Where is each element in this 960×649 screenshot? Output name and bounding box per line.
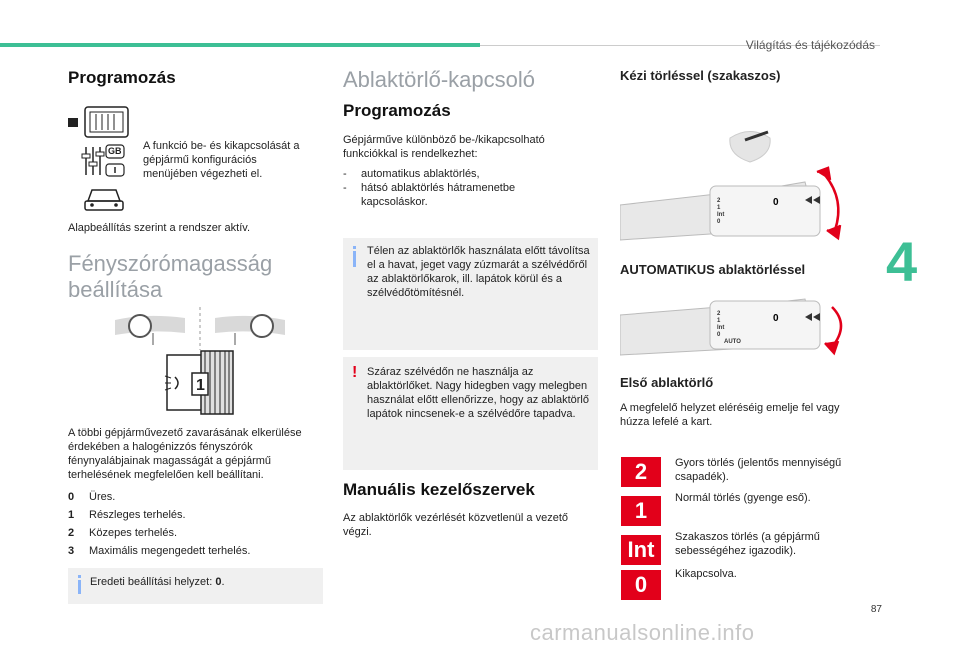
position-text-1: Normál törlés (gyenge eső). xyxy=(675,492,811,504)
config-text: A funkció be- és kikapcsolását a gépjármű konfigurációs menüjében végezheti el. xyxy=(143,140,300,180)
manual-controls-heading: Manuális kezelőszervek xyxy=(343,480,535,499)
screen-icon xyxy=(68,107,128,137)
chapter-tab: 4 xyxy=(886,230,918,293)
wiper-switch-title: Ablaktörlő-kapcsoló xyxy=(343,67,535,92)
stalk-label-0: 0 xyxy=(717,332,721,338)
section-title: Világítás és tájékozódás xyxy=(745,38,875,52)
stalk-label-int: Int xyxy=(717,325,725,331)
info-icon xyxy=(353,246,356,267)
stalk-label-auto: AUTO xyxy=(724,339,741,345)
dial-label: 1 xyxy=(196,377,205,394)
stalk-label-2: 2 xyxy=(717,198,721,204)
headlamp-title-line1: Fényszórómagasság xyxy=(68,251,273,276)
list-item: 2 Közepes terhelés. xyxy=(68,527,178,539)
red-arrow-icon xyxy=(825,307,841,353)
header-accent-bar xyxy=(0,43,480,47)
list-item: 0 Üres. xyxy=(68,491,116,503)
programming-heading: Programozás xyxy=(68,68,176,87)
dashboard-left-icon xyxy=(115,315,185,345)
rear-off-mark: 0 xyxy=(773,197,779,208)
headlamp-body-text: A többi gépjárművezető zavarásának elkerülése érdekében a halogénizzós fényszórók fénynyalábjainak magasságát a gépjármű terhelésének megfelelően kell beállítani. xyxy=(68,427,302,481)
load-list xyxy=(68,490,308,558)
position-badge-int: Int xyxy=(621,535,661,565)
dashboard-right-icon xyxy=(215,315,285,345)
list-item: 3 Maximális megengedett terhelés. xyxy=(68,545,251,557)
warning-box-text: Száraz szélvédőn ne használja az ablaktörlőket. Nagy hidegben vagy melegben használat előtt ellenőrizze, hogy az ablaktörlő lapátok nincsenek-e a szélvédőre tapadva. xyxy=(367,366,589,420)
wiper-stalk-illustration-auto xyxy=(620,295,860,365)
info-icon xyxy=(78,575,81,594)
default-text: Alapbeállítás szerint a rendszer aktív. xyxy=(68,222,250,234)
front-wiper-text: A megfelelő helyzet eléréséig emelje fel vagy húzza lefelé a kart. xyxy=(620,402,840,428)
position-badge-0: 0 xyxy=(621,570,661,600)
front-wiper-heading: Első ablaktörlő xyxy=(620,375,714,390)
wiper-stalk xyxy=(620,299,820,355)
manual-wipe-heading: Kézi törléssel (szakaszos) xyxy=(620,68,781,83)
auto-wipe-heading: AUTOMATIKUS ablaktörléssel xyxy=(620,262,806,277)
stalk-label-1: 1 xyxy=(717,318,721,324)
note-text: Eredeti beállítási helyzet: 0. xyxy=(90,576,225,588)
wiper-stalk xyxy=(620,182,820,240)
position-text-0: Kikapcsolva. xyxy=(675,568,737,580)
stalk-label-2: 2 xyxy=(717,311,721,317)
gb-label: GB xyxy=(108,146,122,156)
position-badge-2: 2 xyxy=(621,457,661,487)
car-icon xyxy=(85,190,123,210)
position-text-int: Szakaszos törlés (a gépjármű sebességéhez igazodik). xyxy=(675,531,820,557)
stalk-label-int: Int xyxy=(717,212,725,218)
stalk-label-1: 1 xyxy=(717,205,721,211)
headlamp-title xyxy=(68,251,272,303)
steering-wheel-icon xyxy=(730,132,770,163)
rear-off-mark: 0 xyxy=(773,313,779,324)
watermark: carmanualsonline.info xyxy=(530,620,755,645)
config-icons xyxy=(68,102,138,217)
wiper-intro: Gépjárműve különböző be-/kikapcsolható funkciókkal is rendelkezhet: xyxy=(343,134,545,160)
warning-box xyxy=(343,357,598,470)
page-number: 87 xyxy=(870,604,882,615)
info-box-text: Télen az ablaktörlők használata előtt távolítsa el a havat, jeget vagy zúzmarát a szélvédőről az ablaktörlőkarok, ill. lapátok körül és a szélvédőtömítésnél. xyxy=(367,245,590,299)
note-box xyxy=(68,568,323,604)
position-badge-1: 1 xyxy=(621,496,661,526)
position-text-2: Gyors törlés (jelentős mennyiségű csapadék). xyxy=(675,457,842,483)
wiper-programming-heading: Programozás xyxy=(343,101,451,120)
headlamp-adjuster-illustration xyxy=(115,305,285,420)
wiper-stalk-illustration-manual xyxy=(620,120,860,255)
info-box xyxy=(343,238,598,350)
warning-icon: ! xyxy=(352,364,358,381)
wiper-bullets xyxy=(343,167,583,209)
list-item: - hátsó ablaktörlés hátramenetbe kapcsoláskor. xyxy=(343,182,516,208)
headlamp-title-line2: beállítása xyxy=(68,277,163,302)
stalk-label-0: 0 xyxy=(717,219,721,225)
list-item: - automatikus ablaktörlés, xyxy=(343,168,480,180)
manual-controls-text: Az ablaktörlők vezérlését közvetlenül a vezető végzi. xyxy=(343,512,569,538)
list-item: 1 Részleges terhelés. xyxy=(68,509,186,521)
